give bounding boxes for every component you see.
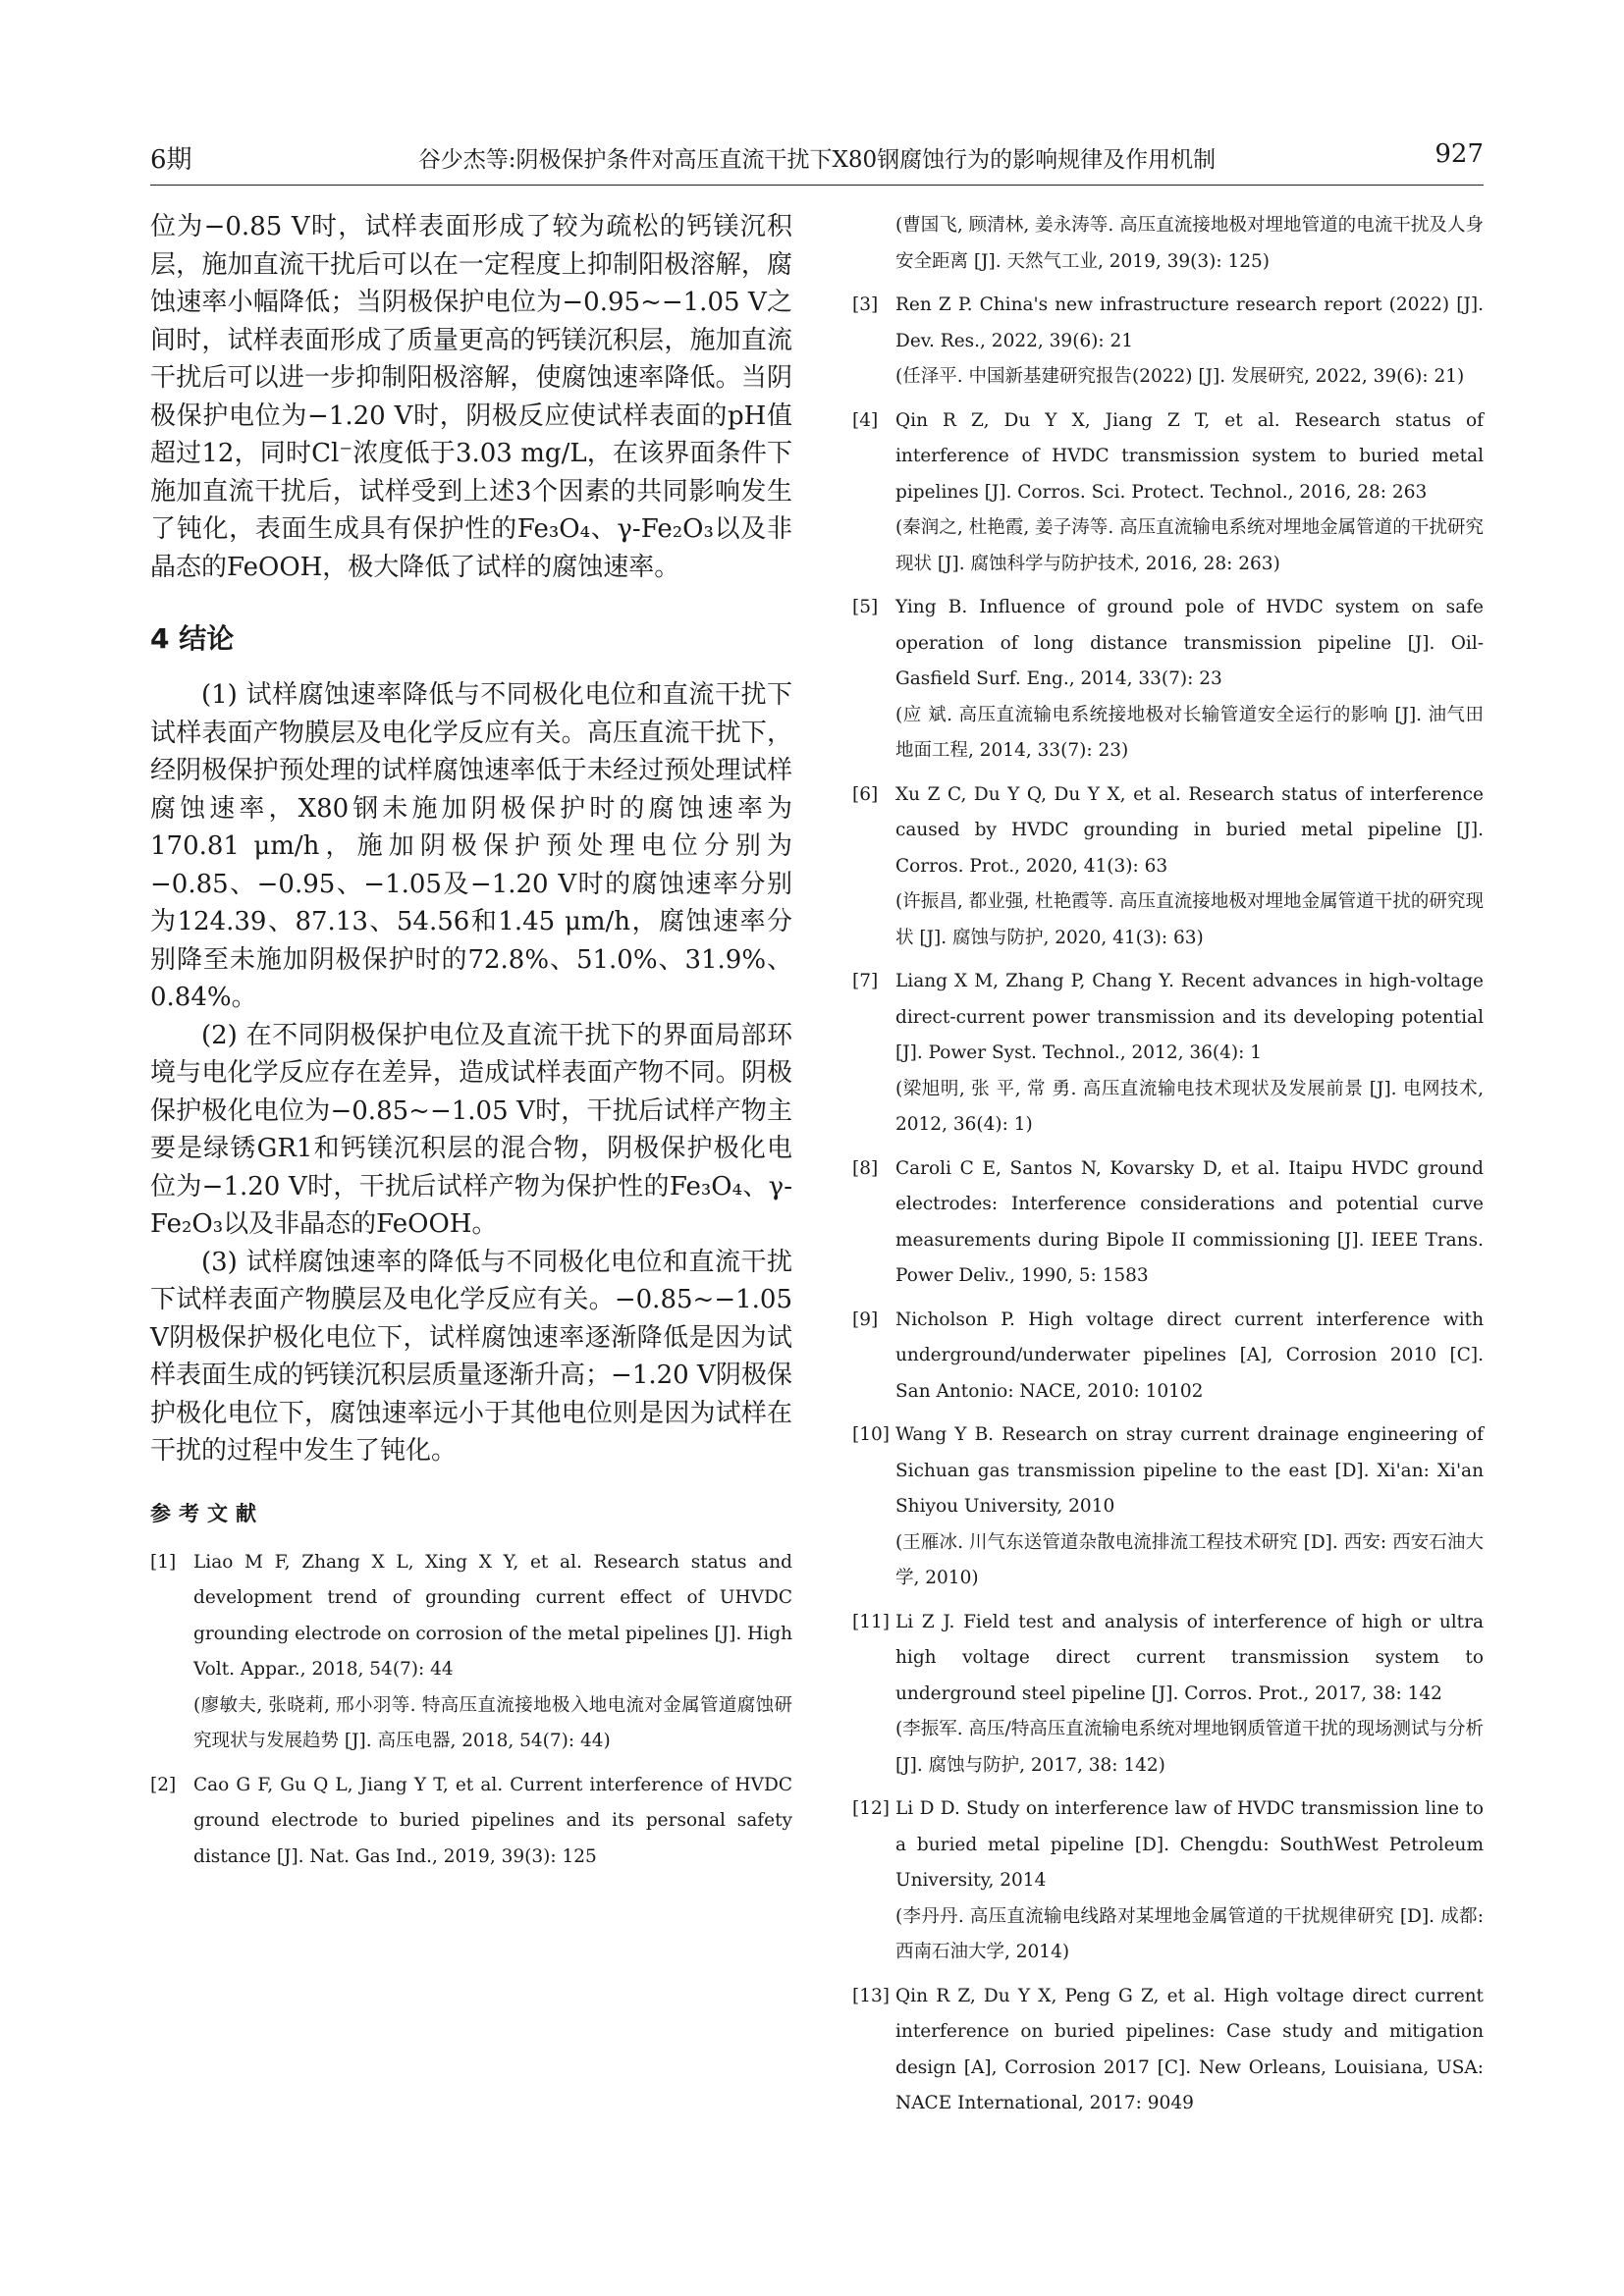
reference-item	[150, 1545, 792, 1760]
reference-text: Li Z J. Field test and analysis of interference of high or ultra high voltage direct current transmission system to underground steel pipeline [J]. Corros. Prot., 2017, 38: 142	[895, 1611, 1484, 1704]
reference-number: [1]	[150, 1551, 177, 1573]
section-title-conclusions: 4 结论	[150, 622, 235, 655]
reference-translation: (任泽平. 中国新基建研究报告(2022) [J]. 发展研究, 2022, 39(6): 21)	[895, 366, 1465, 387]
reference-number: [5]	[852, 597, 879, 617]
running-header	[150, 139, 1484, 186]
reference-translation: (王雁冰. 川气东送管道杂散电流排流工程技术研究 [D]. 西安: 西安石油大学, 2010)	[895, 1531, 1484, 1588]
running-title: 谷少杰等:阴极保护条件对高压直流干扰下X80钢腐蚀行为的影响规律及作用机制	[417, 147, 1217, 173]
reference-number: [3]	[852, 294, 879, 315]
reference-text: Ying B. Influence of ground pole of HVDC system on safe operation of long distance transmission pipeline [J]. Oil-Gasfield Surf. Eng., 2014, 33(7): 23	[895, 597, 1484, 689]
conclusion-2: (2) 在不同阴极保护电位及直流干扰下的界面局部环境与电化学反应存在差异，造成试样表面产物不同。阴极保护极化电位为−0.85~−1.05 V时，干扰后试样产物主要是绿锈GR1和钙镁沉积层的混合物，阴极保护极化电位为−1.20 V时，干扰后试样产物为保护性的Fe₃O₄、γ-Fe₂O₃以及非晶态的FeOOH。	[150, 1020, 792, 1239]
reference-number: [13]	[852, 1985, 890, 2006]
reference-number: [7]	[852, 971, 879, 991]
reference-item	[852, 1417, 1484, 1597]
references-title: 参考文献	[150, 1501, 264, 1525]
reference-item	[852, 964, 1484, 1144]
reference-text: Cao G F, Gu Q L, Jiang Y T, et al. Current interference of HVDC ground electrode to buried pipelines and its personal safety distance [J]. Nat. Gas Ind., 2019, 39(3): 125	[193, 1774, 792, 1867]
intro-paragraph: 位为−0.85 V时，试样表面形成了较为疏松的钙镁沉积层，施加直流干扰后可以在一定程度上抑制阳极溶解，腐蚀速率小幅降低；当阴极保护电位为−0.95~−1.05 V之间时，试样表面形成了质量更高的钙镁沉积层，施加直流干扰后可以进一步抑制阳极溶解，使腐蚀速率降低。当阴极保护电位为−1.20 V时，阴极反应使试样表面的pH值超过12，同时Cl⁻浓度低于3.03 mg/L，在该界面条件下施加直流干扰后，试样受到上述3个因素的共同影响发生了钝化，表面生成具有保护性的Fe₃O₄、γ-Fe₂O₃以及非晶态的FeOOH，极大降低了试样的腐蚀速率。	[150, 212, 792, 582]
reference-translation: (秦润之, 杜艳霞, 姜子涛等. 高压直流输电系统对埋地金属管道的干扰研究现状 [J]. 腐蚀科学与防护技术, 2016, 28: 263)	[895, 517, 1484, 574]
reference-text: Nicholson P. High voltage direct current interference with underground/underwater pipelines [A], Corrosion 2010 [C]. San Antonio: NACE, 2010: 10102	[895, 1308, 1484, 1402]
page-number: 927	[1435, 139, 1484, 169]
reference-list-left	[150, 1545, 792, 1876]
right-column	[852, 208, 1484, 2130]
reference-number: [8]	[852, 1157, 879, 1179]
reference-translation: (廖敏夫, 张晓莉, 邢小羽等. 特高压直流接地极入地电流对金属管道腐蚀研究现状与发展趋势 [J]. 高压电器, 2018, 54(7): 44)	[193, 1694, 792, 1751]
conclusion-3: (3) 试样腐蚀速率的降低与不同极化电位和直流干扰下试样表面产物膜层及电化学反应有关。−0.85~−1.05 V阴极保护极化电位下，试样腐蚀速率逐渐降低是因为试样表面生成的钙镁沉积层质量逐渐升高；−1.20 V阴极保护极化电位下，腐蚀速率远小于其他电位则是因为试样在干扰的过程中发生了钝化。	[150, 1247, 792, 1466]
reference-number: [2]	[150, 1774, 177, 1795]
reference-item	[852, 208, 1484, 280]
left-column	[150, 208, 792, 1883]
reference-item	[852, 1151, 1484, 1295]
reference-item	[852, 403, 1484, 583]
reference-translation: (曹国飞, 顾清林, 姜永涛等. 高压直流接地极对埋地管道的电流干扰及人身安全距离 [J]. 天然气工业, 2019, 39(3): 125)	[895, 215, 1484, 272]
reference-text: Li D D. Study on interference law of HVDC transmission line to a buried metal pipeline [D]. Chengdu: SouthWest Petroleum University, 2014	[895, 1798, 1484, 1891]
reference-translation: (李丹丹. 高压直流输电线路对某埋地金属管道的干扰规律研究 [D]. 成都: 西南石油大学, 2014)	[895, 1905, 1484, 1962]
reference-text: Ren Z P. China's new infrastructure research report (2022) [J]. Dev. Res., 2022, 39(6): 21	[895, 294, 1484, 351]
reference-item	[852, 288, 1484, 396]
reference-text: Qin R Z, Du Y X, Jiang Z T, et al. Research status of interference of HVDC transmission system to buried metal pipelines [J]. Corros. Sci. Protect. Technol., 2016, 28: 263	[895, 409, 1484, 503]
reference-number: [11]	[852, 1611, 890, 1632]
reference-text: Caroli C E, Santos N, Kovarsky D, et al. Itaipu HVDC ground electrodes: Interference considerations and potential curve measurements during Bipole II commissioning [J]. IEEE Trans. Power Deliv., 1990, 5: 1583	[895, 1157, 1484, 1286]
reference-item	[852, 1979, 1484, 2122]
reference-translation: (梁旭明, 张 平, 常 勇. 高压直流输电技术现状及发展前景 [J]. 电网技术, 2012, 36(4): 1)	[895, 1078, 1484, 1135]
reference-item	[150, 1768, 792, 1876]
reference-number: [12]	[852, 1798, 890, 1819]
reference-item	[852, 1791, 1484, 1971]
reference-item	[852, 777, 1484, 957]
reference-item	[852, 1605, 1484, 1785]
reference-translation: (许振昌, 都业强, 杜艳霞等. 高压直流接地极对埋地金属管道干扰的研究现状 [J]. 腐蚀与防护, 2020, 41(3): 63)	[895, 891, 1484, 948]
reference-number: [10]	[852, 1424, 890, 1445]
reference-item	[852, 590, 1484, 770]
reference-text: Wang Y B. Research on stray current drainage engineering of Sichuan gas transmission pipeline to the east [D]. Xi'an: Xi'an Shiyou University, 2010	[895, 1424, 1484, 1517]
reference-number: [4]	[852, 409, 879, 431]
reference-text: Qin R Z, Du Y X, Peng G Z, et al. High voltage direct current interference on buried pipelines: Case study and mitigation design [A], Corrosion 2017 [C]. New Orleans, Louisiana, USA: NACE International, 2017: 9049	[895, 1985, 1484, 2113]
journal-issue: 6期	[150, 145, 192, 175]
reference-text: Liang X M, Zhang P, Chang Y. Recent advances in high-voltage direct-current power transmission and its developing potential [J]. Power Syst. Technol., 2012, 36(4): 1	[895, 971, 1484, 1063]
reference-number: [9]	[852, 1308, 879, 1330]
reference-number: [6]	[852, 783, 879, 805]
reference-list-right	[852, 208, 1484, 2122]
reference-text: Xu Z C, Du Y Q, Du Y X, et al. Research status of interference caused by HVDC grounding in buried metal pipeline [J]. Corros. Prot., 2020, 41(3): 63	[895, 783, 1484, 877]
reference-item	[852, 1303, 1484, 1411]
reference-translation: (应 斌. 高压直流输电系统接地极对长输管道安全运行的影响 [J]. 油气田地面工程, 2014, 33(7): 23)	[895, 704, 1484, 761]
conclusion-1: (1) 试样腐蚀速率降低与不同极化电位和直流干扰下试样表面产物膜层及电化学反应有关。高压直流干扰下，经阴极保护预处理的试样腐蚀速率低于未经过预处理试样腐蚀速率，X80钢未施加阴极保护时的腐蚀速率为170.81 μm/h，施加阴极保护预处理电位分别为−0.85、−0.95、−1.05及−1.20 V时的腐蚀速率分别为124.39、87.13、54.56和1.45 μm/h，腐蚀速率分别降至未施加阴极保护时的72.8%、51.0%、31.9%、0.84%。	[150, 680, 792, 1012]
reference-text: Liao M F, Zhang X L, Xing X Y, et al. Research status and development trend of grounding current effect of UHVDC grounding electrode on corrosion of the metal pipelines [J]. High Volt. Appar., 2018, 54(7): 44	[193, 1551, 792, 1680]
reference-translation: (李振军. 高压/特高压直流输电系统对埋地钢质管道干扰的现场测试与分析 [J]. 腐蚀与防护, 2017, 38: 142)	[895, 1719, 1484, 1776]
